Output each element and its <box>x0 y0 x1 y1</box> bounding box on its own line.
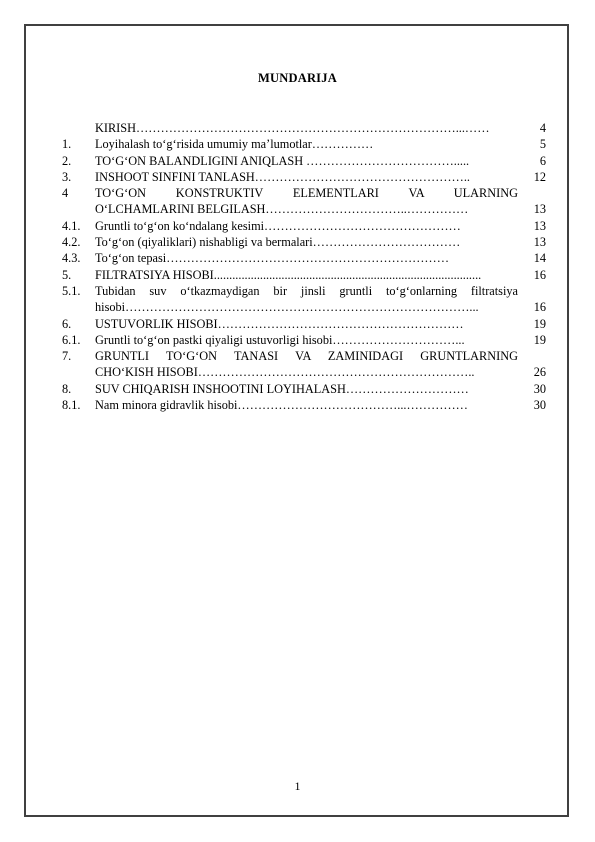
toc-entry-title: To‘g‘on (qiyaliklari) nishabligi va bermalari……………………………… <box>95 235 461 250</box>
toc-entry <box>62 120 546 136</box>
toc-entry-title-line2: hisobi…………………………………………………………………………... <box>95 300 479 315</box>
toc-entry <box>62 316 546 332</box>
toc-entry-title-line1: Tubidan suv o‘tkazmaydigan bir jinsli gruntli to‘g‘onlarning filtratsiya <box>95 283 518 298</box>
toc-entry-number: 5. <box>62 267 72 282</box>
toc-entry-number: 6. <box>62 316 72 331</box>
toc-entry <box>62 234 546 250</box>
toc-entry <box>62 267 546 283</box>
toc-entry-title <box>95 348 518 381</box>
toc-entry-title: Gruntli to‘g‘on pastki qiyaligi ustuvorligi hisobi…………………………... <box>95 332 465 347</box>
toc-entry-number: 4.1. <box>62 218 81 233</box>
toc-entry <box>62 169 546 185</box>
toc-entry-number: 4.3. <box>62 251 81 266</box>
toc-entry <box>62 381 546 397</box>
table-of-contents <box>62 120 546 413</box>
toc-entry-number: 4 <box>62 186 69 201</box>
toc-entry-title-line2: CHO‘KISH HISOBI………………………………………………………….. <box>95 365 475 380</box>
toc-entry <box>62 153 546 169</box>
toc-entry <box>62 283 546 316</box>
toc-entry-page: 13 <box>533 235 546 250</box>
toc-entry-page: 19 <box>533 316 546 331</box>
toc-entry <box>62 397 546 413</box>
toc-entry-title: INSHOOT SINFINI TANLASH…………………………………………….. <box>95 169 470 184</box>
toc-entry-page: 30 <box>533 398 546 413</box>
toc-entry-title: Nam minora gidravlik hisobi…………………………………...…………… <box>95 398 468 413</box>
toc-entry-title: SUV CHIQARISH INSHOOTINI LOYIHALASH………………………… <box>95 381 469 396</box>
toc-entry-page: 16 <box>533 300 546 315</box>
toc-entry-page: 19 <box>533 332 546 347</box>
toc-entry-number: 5.1. <box>62 283 81 298</box>
toc-entry <box>62 218 546 234</box>
toc-entry-title <box>95 185 518 218</box>
toc-entry-page: 5 <box>539 137 546 152</box>
toc-entry-page: 13 <box>533 202 546 217</box>
toc-entry-page: 4 <box>539 121 546 135</box>
toc-entry-title: USTUVORLIK HISOBI…………………………………………………… <box>95 316 464 331</box>
toc-entry-title: TO‘G‘ON BALANDLIGINI ANIQLASH ………………………………..... <box>95 153 470 168</box>
toc-entry-number: 4.2. <box>62 235 81 250</box>
toc-entry <box>62 348 546 381</box>
toc-entry-number: 6.1. <box>62 332 81 347</box>
toc-entry-page: 14 <box>533 251 546 266</box>
toc-entry-page: 12 <box>533 169 546 184</box>
toc-entry-title: To‘g‘on tepasi…………………………………………………………… <box>95 251 450 266</box>
toc-entry-number: 8. <box>62 381 72 396</box>
toc-entry-title: KIRISH……………………………………………………………………...…… <box>95 121 490 135</box>
toc-entry-page: 16 <box>533 267 546 282</box>
toc-entry <box>62 332 546 348</box>
toc-entry-title: Gruntli to‘g‘on ko‘ndalang kesimi………………………………………… <box>95 218 461 233</box>
page-title: MUNDARIJA <box>258 71 337 85</box>
toc-entry-page: 6 <box>539 153 546 168</box>
page-number: 1 <box>294 779 301 793</box>
toc-entry-number: 7. <box>62 349 72 364</box>
toc-entry-number: 2. <box>62 153 72 168</box>
toc-entry-page: 26 <box>533 365 546 380</box>
toc-entry-title: FILTRATSIYA HISOBI....................................................................................... <box>95 267 482 282</box>
toc-entry-number: 3. <box>62 169 72 184</box>
toc-entry <box>62 250 546 266</box>
toc-entry-number: 1. <box>62 137 72 152</box>
toc-entry-title-line1: GRUNTLI TO‘G‘ON TANASI VA ZAMINIDAGI GRUNTLARNING <box>95 349 518 364</box>
toc-entry-title: Loyihalash to‘g‘risida umumiy ma’lumotlar…………… <box>95 137 374 152</box>
toc-entry-page: 30 <box>533 381 546 396</box>
toc-entry-number: 8.1. <box>62 398 81 413</box>
toc-entry <box>62 185 546 218</box>
toc-entry-page: 13 <box>533 218 546 233</box>
toc-entry-title-line1: TO‘G‘ON KONSTRUKTIV ELEMENTLARI VA ULARNING <box>95 186 518 201</box>
toc-entry-title-line2: O‘LCHAMLARINI BELGILASH……………………………..…………… <box>95 202 469 217</box>
toc-entry <box>62 136 546 152</box>
toc-entry-title <box>95 283 518 316</box>
